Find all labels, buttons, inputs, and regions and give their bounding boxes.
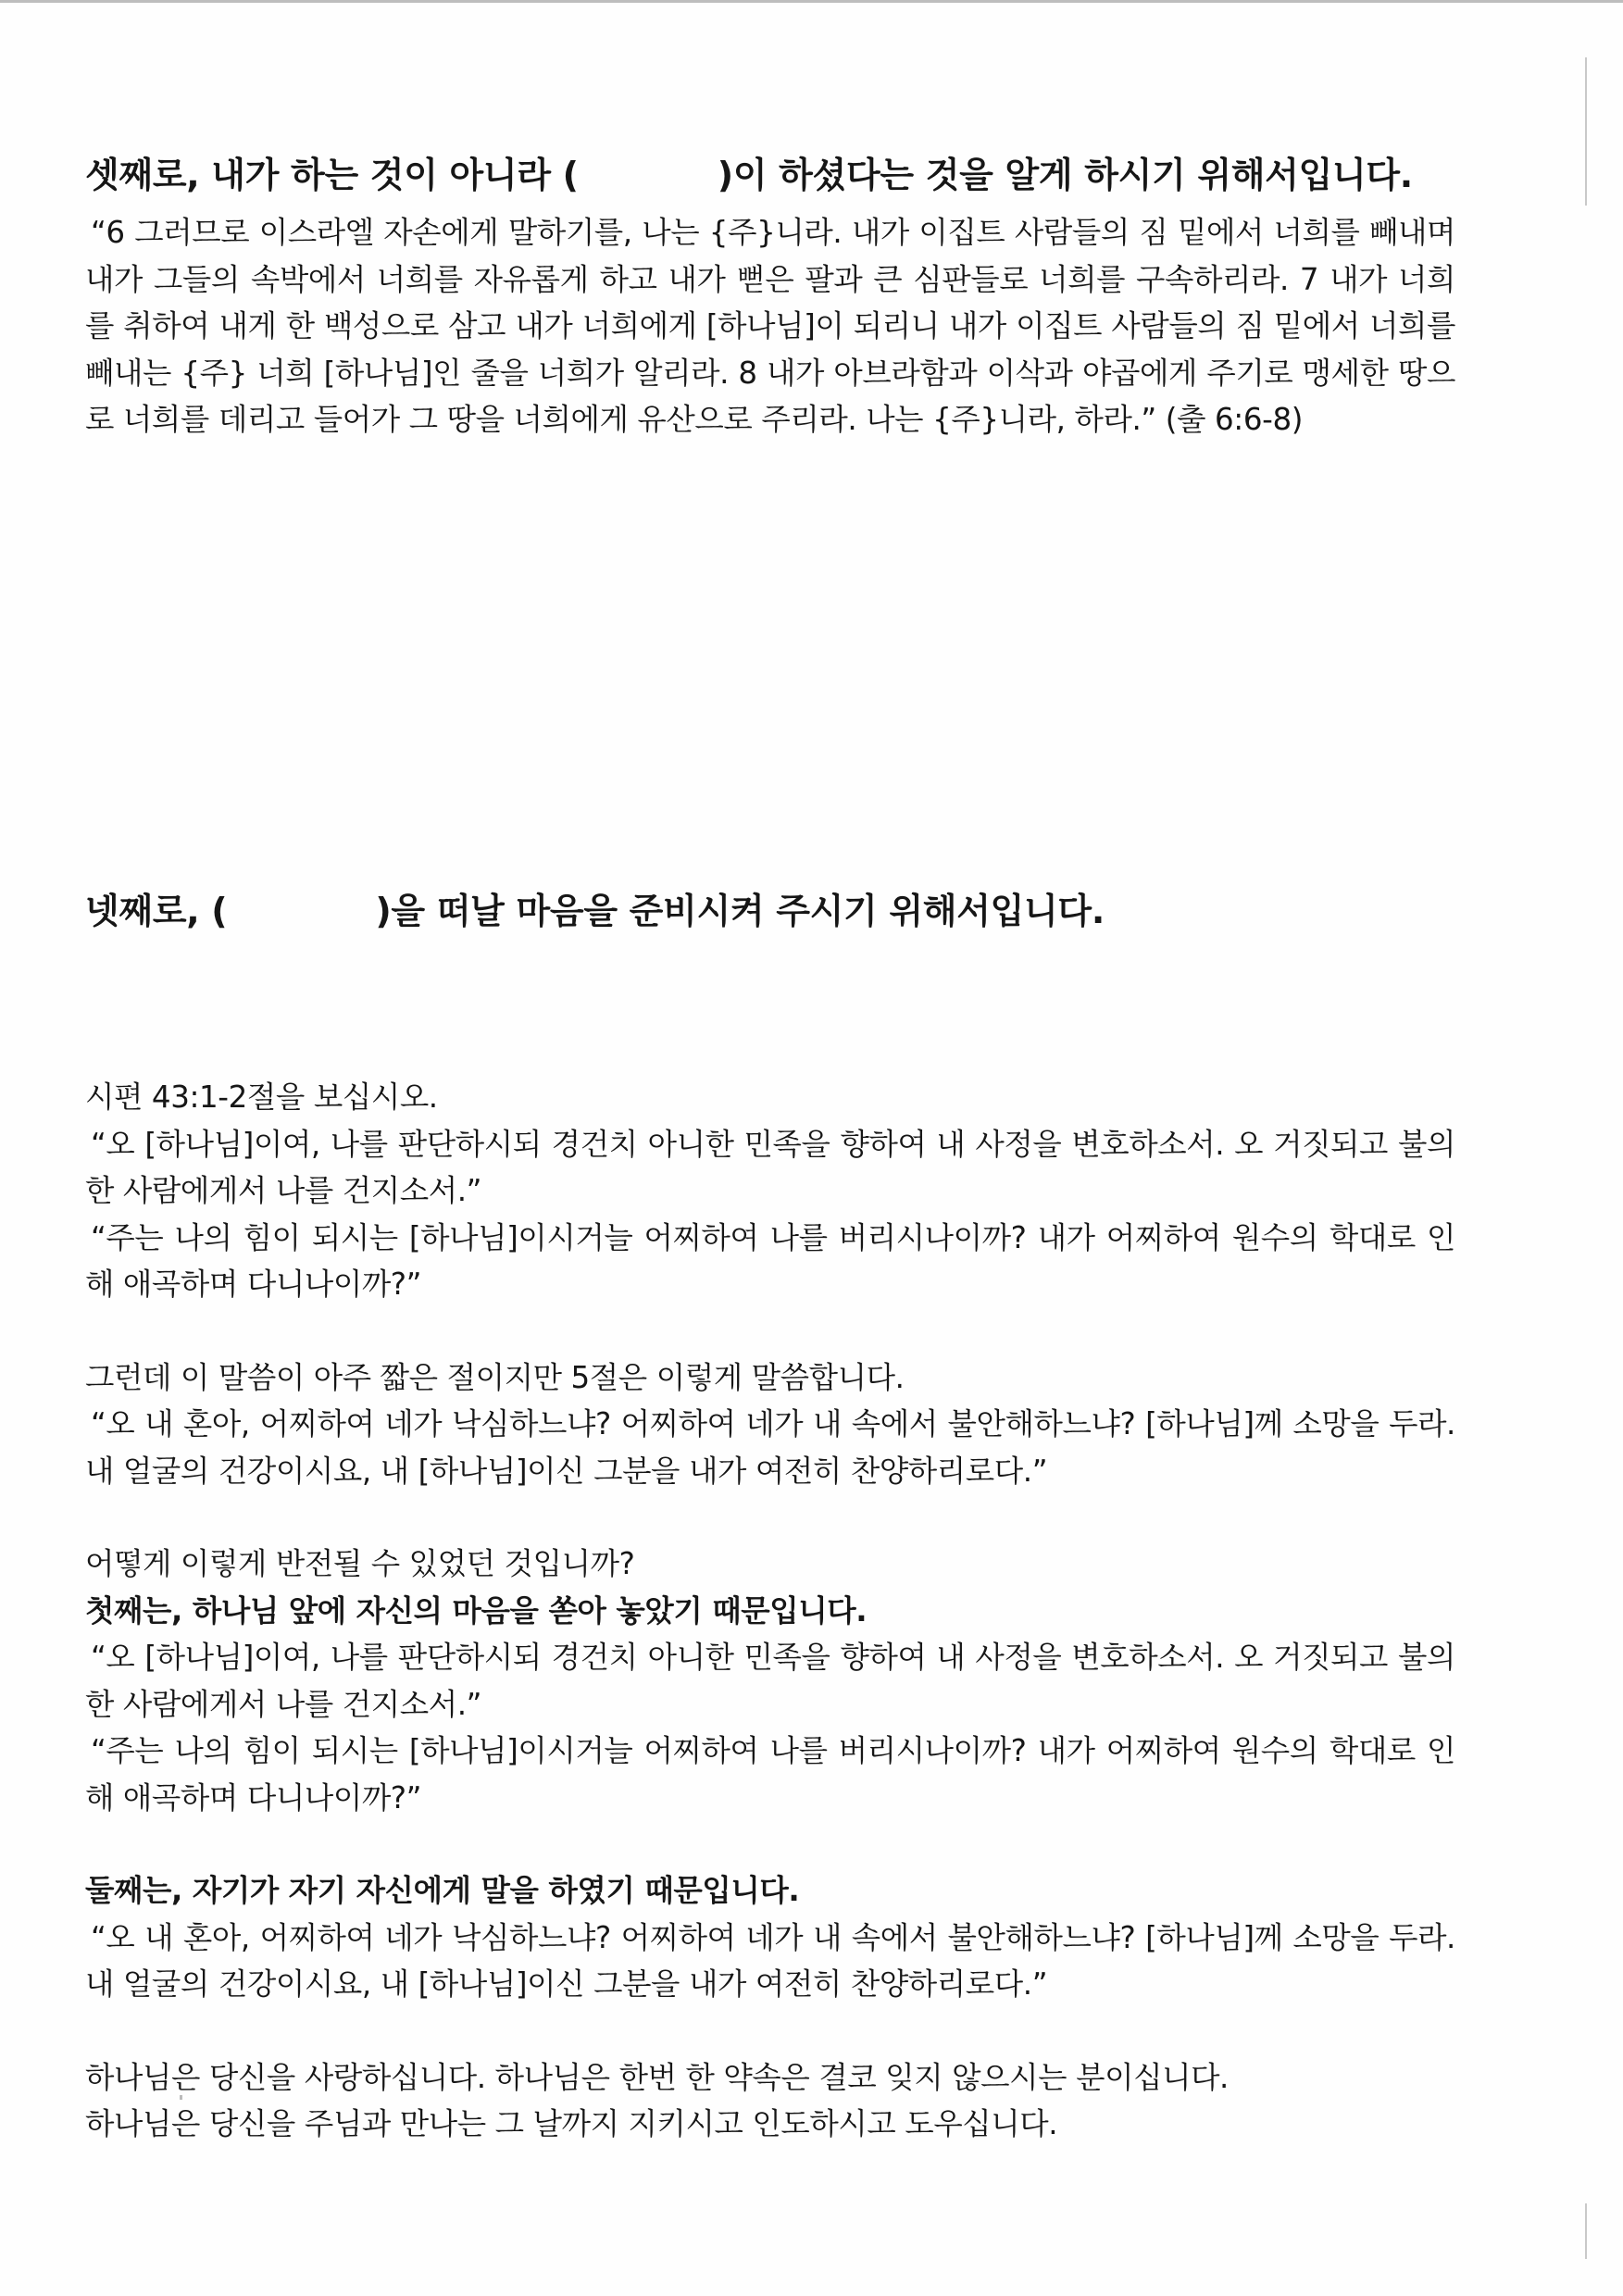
section-3-heading: 셋째로, 내가 하는 것이 아니라 ( )이 하셨다는 것을 알게 하시기 위해서입니다. (85, 155, 1413, 195)
closing-line-2: 하나님은 당신을 주님과 만나는 그 날까지 지키시고 인도하시고 도우십니다. (85, 2106, 1058, 2141)
psalm-quote-v2: “주는 나의 힘이 되시는 [하나님]이시거늘 어찌하여 나를 버리시나이까? 내가 어찌하여 원수의 학대로 인해 애곡하며 다니나이까?” (85, 1219, 1455, 1302)
scan-edge-mark (1585, 57, 1587, 206)
section-3 (85, 148, 1455, 443)
psalm-quote-v1: “오 [하나님]이여, 나를 판단하시되 경건치 아니한 민족을 향하여 내 사정을 변호하소서. 오 거짓되고 불의한 사람에게서 나를 건지소서.” (85, 1126, 1455, 1208)
closing-line-1: 하나님은 당신을 사랑하십니다. 하나님은 한번 한 약속은 결코 잊지 않으시는 분이십니다. (85, 2059, 1229, 2095)
psalm-quote-v5: “오 내 혼아, 어찌하여 네가 낙심하느냐? 어찌하여 네가 내 속에서 불안해하느냐? [하나님]께 소망을 두라. 내 얼굴의 건강이시요, 내 [하나님]이신 그분을 내가 여전히 찬양하리로다.” (85, 1406, 1455, 1489)
first-reason: 첫째는, 하나님 앞에 자신의 마음을 쏟아 놓았기 때문입니다. (85, 1592, 868, 1628)
section-4-heading: 넷째로, ( )을 떠날 마음을 준비시켜 주시기 위해서입니다. (85, 891, 1105, 931)
psalm-intro: 시편 43:1-2절을 보십시오. (85, 1079, 438, 1115)
verse5-intro: 그런데 이 말씀이 아주 짧은 절이지만 5절은 이렇게 말씀합니다. (85, 1359, 905, 1395)
psalm-quote-v2-repeat: “주는 나의 힘이 되시는 [하나님]이시거늘 어찌하여 나를 버리시나이까? 내가 어찌하여 원수의 학대로 인해 애곡하며 다니나이까?” (85, 1733, 1455, 1816)
psalm-body (85, 1074, 1455, 2148)
scan-top-edge (0, 0, 1623, 3)
scan-edge-mark (1585, 2203, 1587, 2259)
exodus-quote: “6 그러므로 이스라엘 자손에게 말하기를, 나는 {주}니라. 내가 이집트 사람들의 짐 밑에서 너희를 빼내며 내가 그들의 속박에서 너희를 자유롭게 하고 내가 뻗은 팔과 큰 심판들로 너희를 구속하리라. 7 내가 너희를 취하여 내게 한 백성으로 삼고 내가 너희에게 [하나님]이 되리니 내가 이집트 사람들의 짐 밑에서 너희를 빼내는 {주} 너희 [하나님]인 줄을 너희가 알리라. 8 내가 아브라함과 이삭과 야곱에게 주기로 맹세한 땅으로 너희를 데리고 들어가 그 땅을 너희에게 유산으로 주리라. 나는 {주}니라, 하라.” (출 6:6-8) (85, 215, 1455, 437)
question: 어떻게 이렇게 반전될 수 있었던 것입니까? (85, 1546, 635, 1581)
second-reason: 둘째는, 자기가 자기 자신에게 말을 하였기 때문입니다. (85, 1873, 800, 1908)
psalm-quote-v5-repeat: “오 내 혼아, 어찌하여 네가 낙심하느냐? 어찌하여 네가 내 속에서 불안해하느냐? [하나님]께 소망을 두라. 내 얼굴의 건강이시요, 내 [하나님]이신 그분을 내가 여전히 찬양하리로다.” (85, 1919, 1455, 2002)
psalm-quote-v1-repeat: “오 [하나님]이여, 나를 판단하시되 경건치 아니한 민족을 향하여 내 사정을 변호하소서. 오 거짓되고 불의한 사람에게서 나를 건지소서.” (85, 1640, 1455, 1722)
section-4 (85, 884, 1455, 938)
